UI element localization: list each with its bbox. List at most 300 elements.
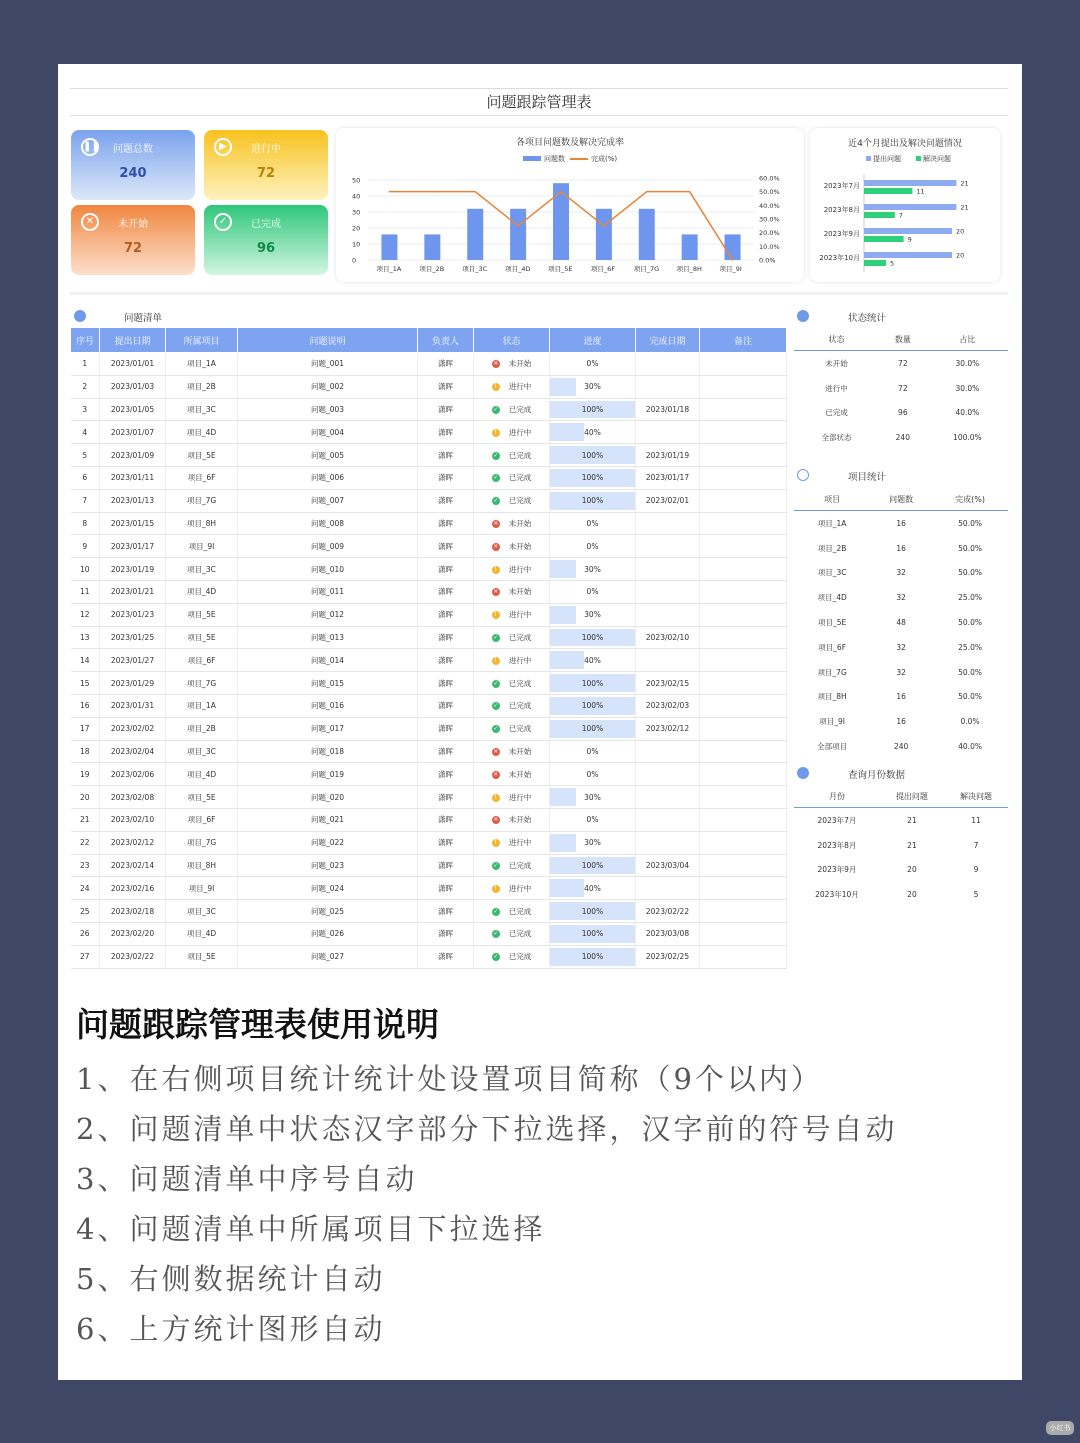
status-cell (474, 877, 550, 900)
status-icon: ✓ (493, 474, 499, 482)
notes-cell (700, 466, 787, 489)
status-label: 进行中 (508, 610, 532, 620)
completion-date-cell: 2023/01/17 (636, 466, 700, 489)
progress-cell (550, 672, 636, 695)
bar-项目_2B (424, 234, 440, 260)
cell: 问题_003 (238, 398, 418, 421)
progress-bar (550, 651, 584, 669)
notes-cell (700, 740, 787, 763)
cell: 项目_8H (166, 854, 238, 877)
progress-cell (550, 945, 636, 968)
progress-label: 30% (584, 792, 601, 802)
table-row (71, 375, 787, 398)
progress-label: 0% (586, 359, 599, 369)
cell: 50.0% (958, 568, 982, 578)
column-header: 状态 (794, 328, 879, 351)
progress-cell (550, 375, 636, 398)
progress-cell (550, 649, 636, 672)
cell: 17 (71, 717, 100, 740)
progress-label: 40% (584, 427, 601, 437)
status-label: 未开始 (508, 746, 532, 756)
status-stats-title: 状态统计 (848, 313, 887, 324)
status-icon: ✕ (493, 542, 499, 550)
cell: 30.0% (955, 358, 980, 368)
status-label: 已完成 (508, 952, 532, 962)
cell: 40.0% (958, 742, 982, 752)
cell: 2023/02/16 (100, 877, 166, 900)
cell: 2023/01/13 (100, 489, 166, 512)
table-row (794, 401, 1008, 426)
cell: 问题_012 (238, 603, 418, 626)
progress-label: 100% (581, 404, 604, 414)
cell: 5 (71, 444, 100, 467)
cell: 2023/02/20 (100, 922, 166, 945)
progress-bar (550, 788, 576, 806)
cell: 40.0% (955, 408, 980, 418)
cell: 项目_1A (817, 518, 847, 528)
status-cell (474, 535, 550, 558)
cell: 问题_005 (238, 444, 418, 467)
status-cell (474, 717, 550, 740)
column-header: 完成(%) (932, 488, 1008, 511)
cell: 16 (896, 543, 906, 553)
cell: 问题_015 (238, 672, 418, 695)
y-tick-label: 0 (352, 256, 357, 265)
completion-date-cell: 2023/01/18 (636, 398, 700, 421)
notes-cell (700, 535, 787, 558)
y-tick-label: 20 (352, 224, 361, 233)
cell: 27 (71, 945, 100, 968)
status-cell (474, 672, 550, 695)
progress-label: 30% (584, 838, 601, 848)
cell: 潇晖 (418, 603, 474, 626)
notes-cell (700, 717, 787, 740)
status-icon: ✕ (493, 816, 499, 824)
progress-label: 100% (581, 860, 604, 870)
notes-cell (700, 672, 787, 695)
status-cell (474, 580, 550, 603)
cell: 32 (896, 568, 906, 578)
cell: 32 (896, 593, 906, 603)
table-row (71, 489, 787, 512)
table-row (794, 734, 1008, 759)
y-tick-label: 10 (352, 240, 361, 249)
notes-cell (700, 444, 787, 467)
progress-label: 30% (584, 610, 601, 620)
cell: 项目_8H (166, 512, 238, 535)
progress-cell (550, 763, 636, 786)
cell: 50.0% (958, 618, 982, 628)
cell: 72 (898, 383, 908, 393)
progress-bar (550, 879, 584, 897)
column-header: 占比 (927, 328, 1008, 351)
table-row (794, 351, 1008, 376)
cell: 项目_1A (166, 694, 238, 717)
cell: 2023/01/29 (100, 672, 166, 695)
cell: 5 (973, 890, 979, 900)
status-label: 进行中 (508, 564, 532, 574)
cell: 问题_019 (238, 763, 418, 786)
cell: 问题_024 (238, 877, 418, 900)
progress-bar (550, 834, 576, 852)
completion-date-cell: 2023/02/03 (636, 694, 700, 717)
status-cell (474, 489, 550, 512)
completion-date-cell: 2023/02/25 (636, 945, 700, 968)
status-label: 进行中 (508, 883, 532, 893)
table-row (71, 421, 787, 444)
status-cell (474, 558, 550, 581)
cell: 项目_1A (166, 353, 238, 376)
cell: 32 (896, 667, 906, 677)
cell: 50.0% (958, 543, 982, 553)
progress-label: 100% (581, 724, 604, 734)
x-tick-label: 项目_1A (376, 265, 402, 273)
status-label: 已完成 (508, 701, 532, 711)
status-icon: ✓ (493, 497, 499, 505)
legend-swatch-bar (523, 156, 541, 161)
status-cell (474, 512, 550, 535)
in-progress-label: 进行中 (251, 144, 281, 155)
total-issues-card (71, 130, 195, 200)
column-header: 完成日期 (636, 328, 700, 353)
data-label: 11 (916, 187, 925, 196)
cell: 潇晖 (418, 831, 474, 854)
status-cell (474, 444, 550, 467)
x-tick-label: 项目_3C (462, 265, 488, 273)
cell: 潇晖 (418, 580, 474, 603)
cell: 全部状态 (821, 433, 852, 443)
status-label: 进行中 (508, 382, 532, 392)
play-circle-icon: ▶ (214, 138, 232, 156)
status-icon: ✓ (493, 861, 499, 869)
cell: 项目_7G (166, 831, 238, 854)
project-chart-panel (336, 128, 804, 282)
bar-项目_4D (510, 209, 526, 260)
cell: 潇晖 (418, 466, 474, 489)
progress-label: 100% (581, 450, 604, 460)
cell: 7 (71, 489, 100, 512)
cell: 2023/02/04 (100, 740, 166, 763)
completion-date-cell: 2023/02/12 (636, 717, 700, 740)
status-cell (474, 353, 550, 376)
cell: 15 (71, 672, 100, 695)
table-row (794, 709, 1008, 734)
list-icon (74, 310, 86, 322)
cell: 20 (71, 786, 100, 809)
y-tick-label: 30 (352, 208, 361, 217)
status-label: 未开始 (508, 359, 532, 369)
status-cell (474, 900, 550, 923)
cell: 20 (907, 865, 917, 875)
notes-cell (700, 808, 787, 831)
progress-cell (550, 877, 636, 900)
cell: 项目_2B (817, 543, 847, 553)
issues-table (70, 327, 787, 969)
status-cell (474, 466, 550, 489)
cell: 项目_9I (819, 717, 845, 727)
cell: 项目_5E (166, 626, 238, 649)
data-label: 9 (907, 235, 912, 244)
table-row (71, 877, 787, 900)
completion-date-cell (636, 421, 700, 444)
completion-date-cell: 2023/01/19 (636, 444, 700, 467)
progress-bar (550, 378, 576, 396)
progress-cell (550, 512, 636, 535)
cell: 潇晖 (418, 694, 474, 717)
cell: 2023/02/08 (100, 786, 166, 809)
table-row (71, 398, 787, 421)
cell: 问题_009 (238, 535, 418, 558)
monthly-stats-title: 查询月份数据 (848, 770, 906, 781)
not-started-value: 72 (123, 241, 143, 256)
table-row (794, 376, 1008, 401)
cell: 全部项目 (817, 742, 848, 752)
notes-cell (700, 353, 787, 376)
cell: 项目_9I (166, 535, 238, 558)
table-row (71, 603, 787, 626)
completion-date-cell (636, 808, 700, 831)
monthly-hbar-chart (810, 128, 1000, 282)
table-row (794, 561, 1008, 586)
table-row (794, 585, 1008, 610)
completion-date-cell: 2023/02/10 (636, 626, 700, 649)
table-row (71, 717, 787, 740)
y-tick-label: 40 (352, 192, 361, 201)
cell: 问题_023 (238, 854, 418, 877)
cell: 潇晖 (418, 444, 474, 467)
table-row (71, 900, 787, 923)
notes-cell (700, 900, 787, 923)
cell: 项目_3C (166, 740, 238, 763)
y2-tick-label: 10.0% (759, 242, 780, 251)
cell: 项目_3C (166, 558, 238, 581)
cell: 潇晖 (418, 717, 474, 740)
cell: 潇晖 (418, 512, 474, 535)
status-label: 已完成 (508, 632, 532, 642)
cell: 项目_2B (166, 717, 238, 740)
line-point-项目_1A (389, 191, 391, 193)
cell: 11 (71, 580, 100, 603)
completion-date-cell (636, 763, 700, 786)
bar-项目_7G (639, 209, 655, 260)
status-label: 进行中 (508, 655, 532, 665)
completion-date-cell (636, 512, 700, 535)
line-point-项目_5E (560, 191, 562, 193)
progress-cell (550, 626, 636, 649)
line-point-项目_7G (646, 191, 648, 193)
status-cell (474, 945, 550, 968)
progress-label: 100% (581, 952, 604, 962)
instruction-line: 2、问题清单中状态汉字部分下拉选择，汉字前的符号自动 (76, 1112, 898, 1146)
progress-label: 40% (584, 883, 601, 893)
progress-cell (550, 854, 636, 877)
cell: 项目_4D (166, 922, 238, 945)
y-tick-label: 2023年10月 (819, 254, 860, 262)
table-row (71, 672, 787, 695)
completion-date-cell (636, 740, 700, 763)
progress-label: 40% (584, 655, 601, 665)
notes-cell (700, 649, 787, 672)
y-tick-label: 2023年8月 (823, 206, 860, 214)
cell: 1 (71, 353, 100, 376)
cell: 项目_8H (817, 692, 847, 702)
column-header: 负责人 (418, 328, 474, 353)
cell: 问题_002 (238, 375, 418, 398)
status-label: 已完成 (508, 906, 532, 916)
progress-cell (550, 398, 636, 421)
progress-label: 100% (581, 473, 604, 483)
completion-date-cell: 2023/02/22 (636, 900, 700, 923)
cell: 50.0% (958, 692, 982, 702)
cell: 潇晖 (418, 740, 474, 763)
column-header: 备注 (700, 328, 787, 353)
cell: 问题_017 (238, 717, 418, 740)
status-icon: ✕ (493, 770, 499, 778)
column-header: 问题说明 (238, 328, 418, 353)
cell: 7 (973, 840, 979, 850)
progress-cell (550, 558, 636, 581)
cell: 2023/01/27 (100, 649, 166, 672)
status-icon: ✕ (493, 588, 499, 596)
progress-label: 0% (586, 815, 599, 825)
cell: 18 (71, 740, 100, 763)
table-row (71, 763, 787, 786)
cell: 项目_4D (166, 763, 238, 786)
progress-bar (550, 560, 576, 578)
cell: 14 (71, 649, 100, 672)
y2-tick-label: 20.0% (759, 229, 780, 238)
cell: 2023/01/01 (100, 353, 166, 376)
x-tick-label: 项目_5E (548, 265, 573, 273)
status-cell (474, 786, 550, 809)
instruction-line: 6、上方统计图形自动 (76, 1312, 386, 1346)
cell: 潇晖 (418, 672, 474, 695)
cell: 问题_026 (238, 922, 418, 945)
monthly-chart-title: 近4个月提出及解决问题情况 (848, 139, 962, 149)
cell: 项目_9I (166, 877, 238, 900)
header-row (794, 785, 1008, 808)
column-header: 序号 (71, 328, 100, 353)
bar-2023年8月-解决问题 (864, 212, 895, 218)
x-tick-label: 项目_2B (419, 265, 445, 273)
cell: 9 (71, 535, 100, 558)
progress-cell (550, 694, 636, 717)
status-label: 进行中 (508, 427, 532, 437)
cell: 2023/02/02 (100, 717, 166, 740)
progress-cell (550, 831, 636, 854)
cell: 潇晖 (418, 626, 474, 649)
cell: 问题_021 (238, 808, 418, 831)
header-row (794, 328, 1008, 351)
cell: 项目_5E (166, 603, 238, 626)
cell: 问题_022 (238, 831, 418, 854)
table-row (71, 649, 787, 672)
status-cell (474, 626, 550, 649)
bar-2023年10月-提出问题 (864, 252, 952, 258)
table-row (794, 660, 1008, 685)
progress-cell (550, 786, 636, 809)
monthly-chart-panel (810, 128, 1000, 282)
done-value: 96 (256, 241, 276, 256)
cell: 8 (71, 512, 100, 535)
cell: 2023/01/15 (100, 512, 166, 535)
cell: 项目_4D (817, 593, 847, 603)
status-icon: ✕ (493, 747, 499, 755)
cell: 问题_020 (238, 786, 418, 809)
progress-cell (550, 535, 636, 558)
y2-tick-label: 30.0% (759, 215, 780, 224)
instruction-line: 5、右侧数据统计自动 (76, 1262, 386, 1296)
bar-项目_3C (467, 209, 483, 260)
cell: 25 (71, 900, 100, 923)
cell: 21 (907, 815, 917, 825)
project-bar-line-chart (336, 128, 804, 282)
status-label: 已完成 (508, 724, 532, 734)
cell: 50.0% (958, 667, 982, 677)
table-row (71, 512, 787, 535)
table-row (71, 854, 787, 877)
cell: 问题_006 (238, 466, 418, 489)
progress-cell (550, 922, 636, 945)
cell: 50.0% (958, 518, 982, 528)
notes-cell (700, 512, 787, 535)
instruction-line: 1、在右侧项目统计统计处设置项目简称（9个以内） (76, 1062, 823, 1096)
cell: 2023/01/25 (100, 626, 166, 649)
y2-tick-label: 50.0% (759, 188, 780, 197)
cell: 潇晖 (418, 535, 474, 558)
cell: 2023/01/03 (100, 375, 166, 398)
status-icon: ! (492, 383, 500, 391)
bar-2023年7月-提出问题 (864, 180, 956, 186)
cell: 问题_001 (238, 353, 418, 376)
cell: 潇晖 (418, 649, 474, 672)
cell: 12 (71, 603, 100, 626)
status-cell (474, 398, 550, 421)
status-cell (474, 740, 550, 763)
cell: 2023/02/10 (100, 808, 166, 831)
data-label: 20 (956, 251, 965, 260)
project-stats-table (794, 488, 1008, 759)
table-row (71, 466, 787, 489)
progress-label: 0% (586, 518, 599, 528)
cell: 问题_013 (238, 626, 418, 649)
bar-2023年7月-解决问题 (864, 188, 912, 194)
progress-label: 100% (581, 701, 604, 711)
progress-cell (550, 603, 636, 626)
progress-label: 0% (586, 746, 599, 756)
table-row (794, 536, 1008, 561)
cell: 48 (896, 618, 906, 628)
notes-cell (700, 626, 787, 649)
cell: 2023年10月 (815, 890, 859, 900)
status-cell (474, 603, 550, 626)
cell: 项目_5E (817, 618, 847, 628)
data-label: 5 (890, 259, 895, 268)
progress-label: 30% (584, 382, 601, 392)
completion-date-cell (636, 580, 700, 603)
progress-label: 0% (586, 541, 599, 551)
x-tick-label: 项目_8H (676, 265, 702, 273)
table-row (71, 808, 787, 831)
cell: 潇晖 (418, 900, 474, 923)
total-issues-label: 问题总数 (113, 144, 153, 155)
instructions (76, 999, 897, 1354)
cell: 16 (71, 694, 100, 717)
table-row (71, 694, 787, 717)
table-row (71, 558, 787, 581)
cell: 2023/01/07 (100, 421, 166, 444)
cell: 问题_025 (238, 900, 418, 923)
